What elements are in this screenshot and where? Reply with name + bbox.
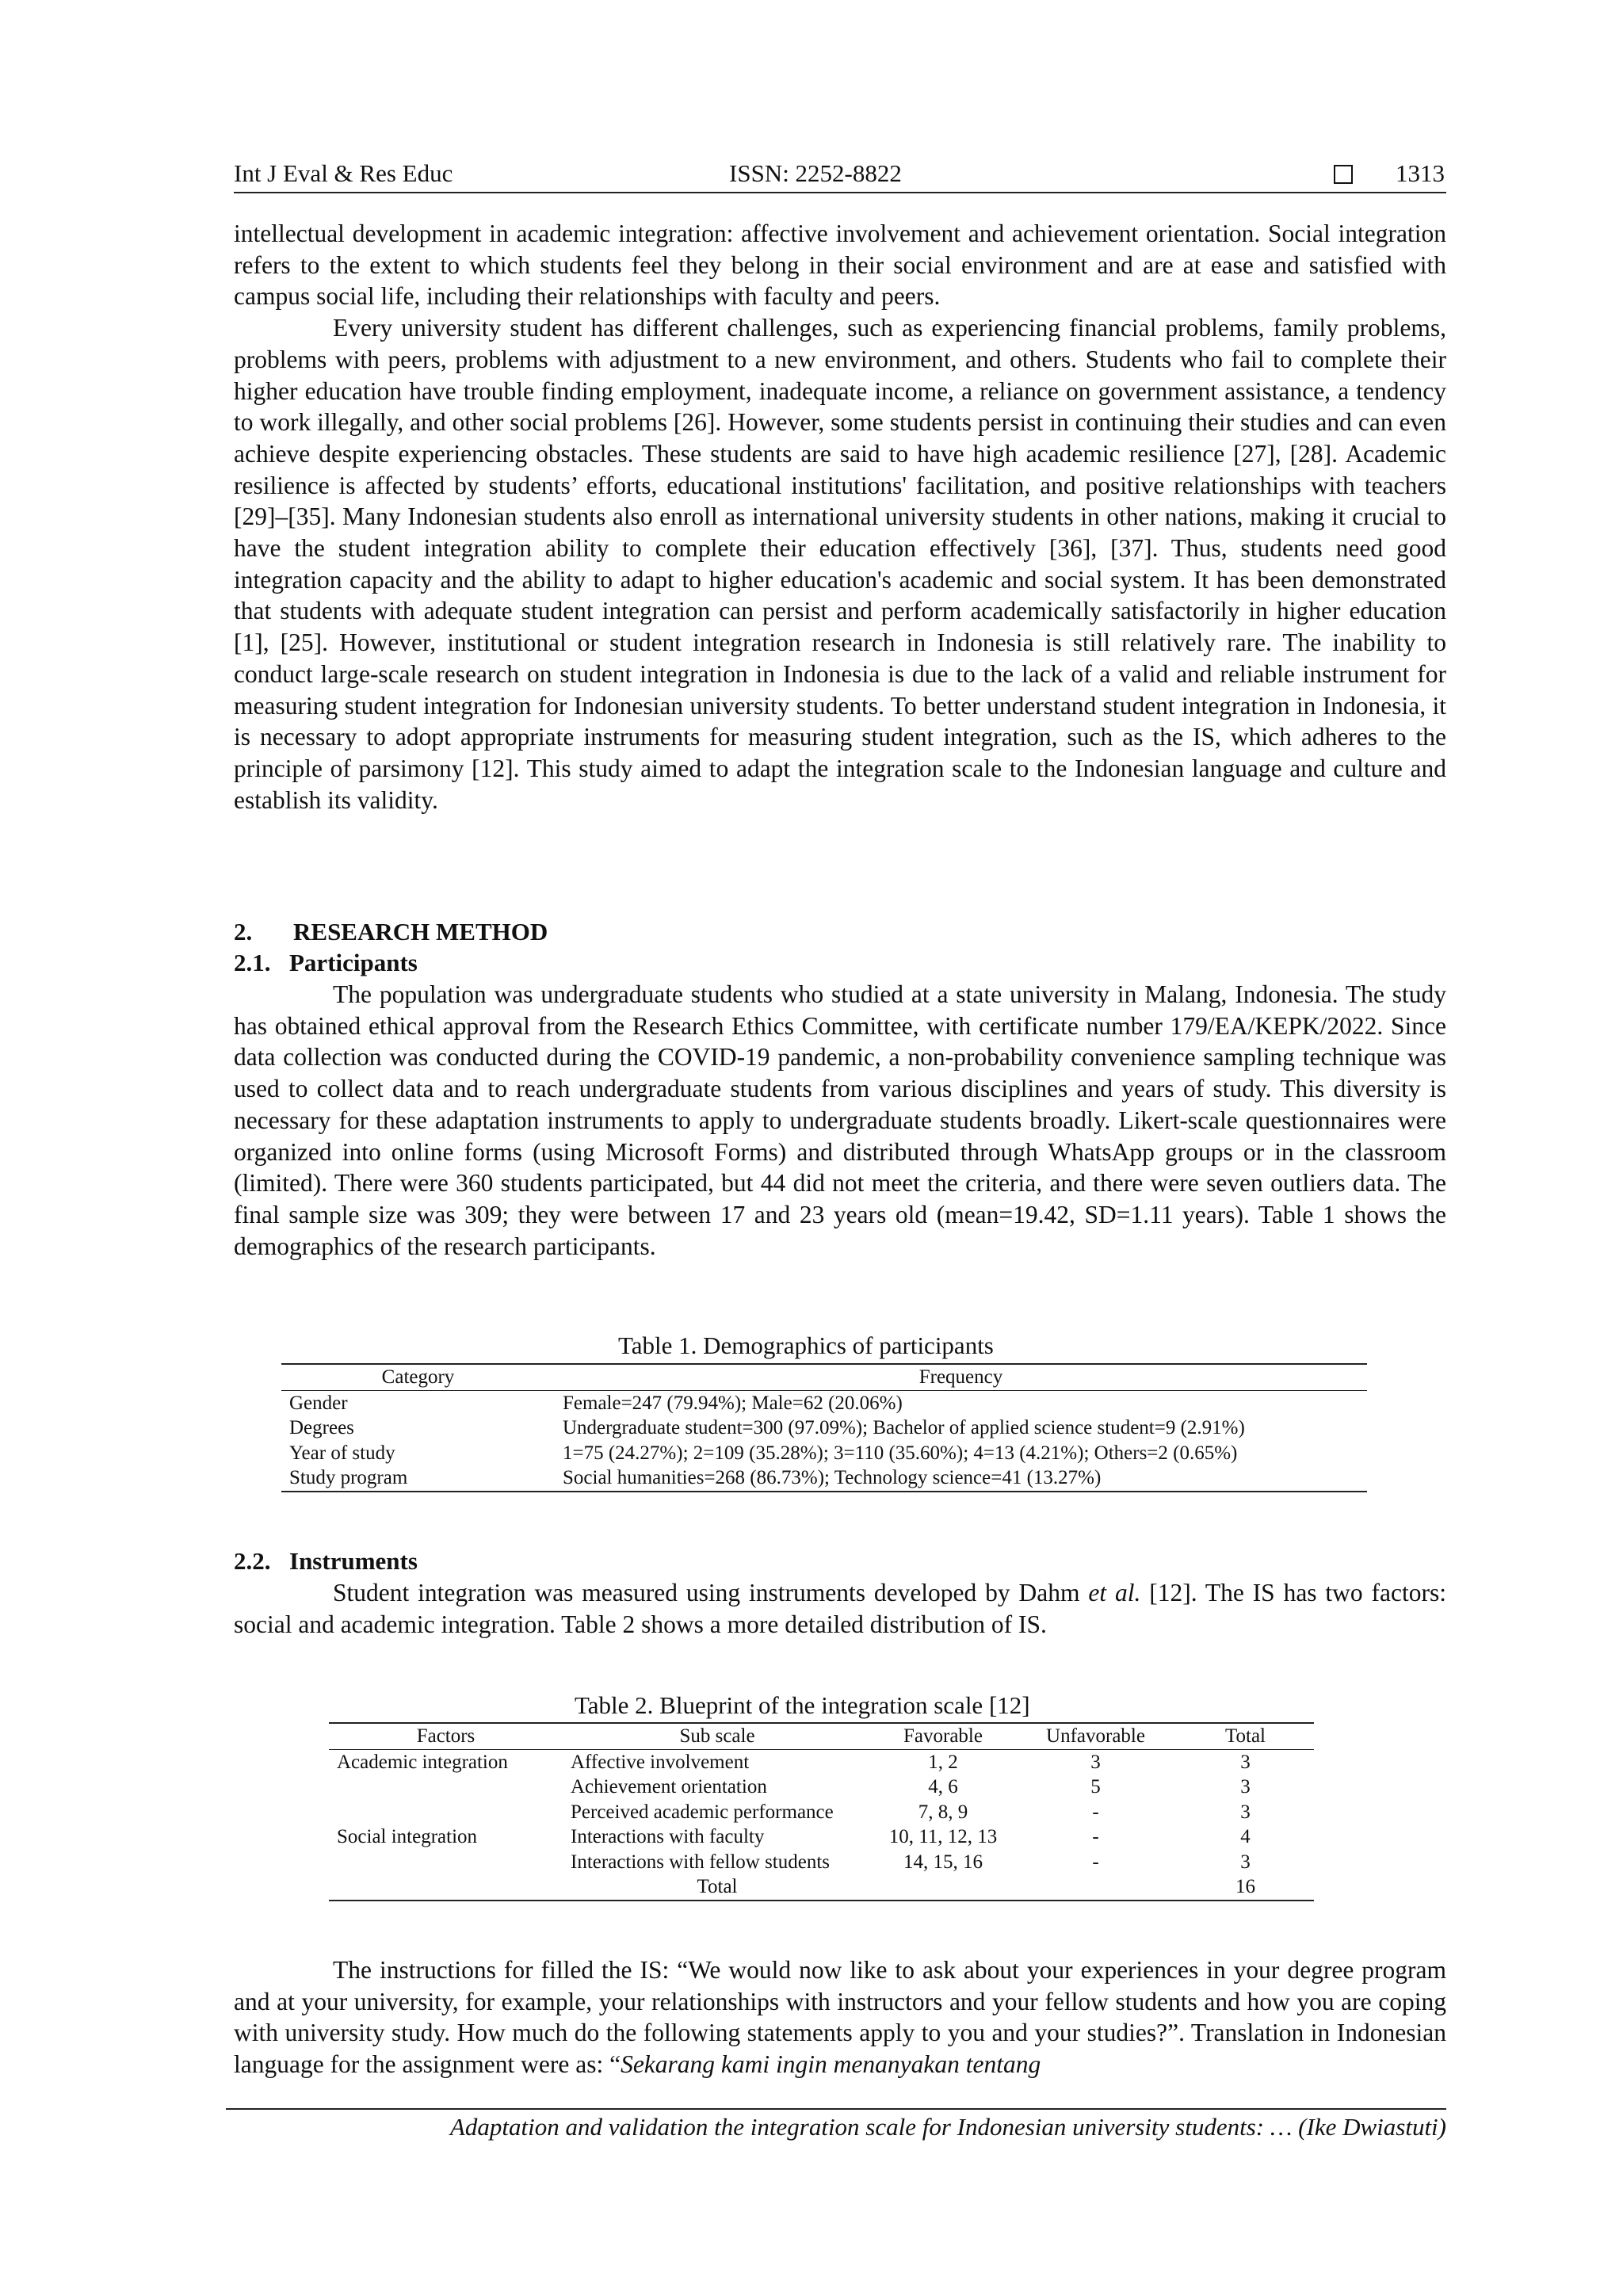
table2-caption: Table 2. Blueprint of the integration scale [12] <box>575 1691 1030 1719</box>
table-row <box>329 1775 1314 1800</box>
subsection-title: Participants <box>289 949 418 976</box>
italic-quote-text: Sekarang kami ingin menanyakan tentang <box>621 2050 1041 2079</box>
paragraph <box>234 1577 1446 1640</box>
table1-cell-frequency: Undergraduate student=300 (97.09%); Bachelor of applied science student=9 (2.91%) <box>563 1417 1245 1438</box>
journal-name: Int J Eval & Res Educ <box>234 159 453 187</box>
table1-cell-frequency: 1=75 (24.27%); 2=109 (35.28%); 3=110 (35.60%); 4=13 (4.21%); Others=2 (0.65%) <box>563 1442 1238 1464</box>
table-row <box>281 1465 1367 1492</box>
table-row <box>329 1749 1314 1775</box>
table2-cell-factor <box>329 1850 563 1875</box>
running-footer: Adaptation and validation the integration scale for Indonesian university students: … (Ike Dwiastuti) <box>449 2113 1446 2141</box>
table2-cell-total: 3 <box>1240 1851 1251 1873</box>
table2-cell-favorable: 7, 8, 9 <box>918 1801 968 1823</box>
table1-cell-category: Degrees <box>289 1417 354 1438</box>
table2 <box>329 1722 1314 1901</box>
table1-cell-category: Year of study <box>289 1442 395 1464</box>
table2-cell-empty <box>872 1874 1014 1901</box>
table2-cell-favorable: 10, 11, 12, 13 <box>888 1826 998 1847</box>
instructions-paragraph <box>234 1954 1446 2080</box>
table2-cell-total: 3 <box>1240 1801 1251 1823</box>
section-heading-research-method <box>234 916 548 948</box>
table-row <box>281 1441 1367 1466</box>
table2-cell-favorable: 1, 2 <box>928 1751 958 1773</box>
table2-header-subscale: Sub scale <box>679 1725 755 1747</box>
table-row <box>329 1850 1314 1875</box>
paragraph-text: [12]. The IS has two factors: social and academic integration. Table 2 shows a more detailed distribution of IS. <box>234 1579 1446 1638</box>
paragraph: The population was undergraduate students who studied at a state university in Malang, Indonesia. The study has obtained ethical approval from the Research Ethics Committee, with certificate number 179/EA/KEPK/2022. Since data collection was conducted during the COVID-19 pandemic, a non-probability convenience sampling technique was used to collect data and to reach undergraduate students from various disciplines and years of study. This diversity is necessary for these adaptation instruments to apply to undergraduate students broadly. Likert-scale questionnaires were organized into online forms (using Microsoft Forms) and distributed through WhatsApp groups or in the classroom (limited). There were 360 students participated, but 44 did not meet the criteria, and there were seven outliers data. The final sample size was 309; they were between 17 and 23 years old (mean=19.42, SD=1.11 years). Table 1 shows the demographics of the research participants. <box>234 980 1446 1260</box>
footer-rule <box>226 2108 1446 2110</box>
table2-cell-favorable: 14, 15, 16 <box>903 1851 983 1873</box>
page-number: 1313 <box>1396 159 1445 187</box>
table2-cell-factor: Academic integration <box>337 1751 508 1773</box>
table2-total-label: Total <box>697 1876 738 1897</box>
table2-cell-unfavorable: 5 <box>1090 1776 1101 1797</box>
table-row <box>329 1800 1314 1825</box>
table2-cell-unfavorable: - <box>1092 1826 1099 1847</box>
table1-caption: Table 1. Demographics of participants <box>618 1331 994 1359</box>
table2-cell-factor <box>329 1775 563 1800</box>
table2-cell-subscale: Perceived academic performance <box>571 1801 834 1823</box>
table2-cell-subscale: Interactions with faculty <box>571 1826 765 1847</box>
table2-header-unfavorable: Unfavorable <box>1046 1725 1145 1747</box>
subsection-heading-instruments <box>234 1545 418 1577</box>
table1-cell-category: Study program <box>289 1467 408 1488</box>
etal-text: et al. <box>1088 1579 1141 1606</box>
paragraph: Every university student has different challenges, such as experiencing financial problems, family problems, problems with peers, problems with adjustment to a new environment, and others. Students who fail to complete their higher education have trouble finding employment, inadequate income, a reliance on government assistance, a tendency to work illegally, and other social problems [26]. However, some students persist in continuing their studies and can even achieve despite experiencing obstacles. These students are said to have high academic resilience [27], [28]. Academic resilience is affected by students’ efforts, educational institutions' facilitation, and positive relationships with teachers [29]–[35]. Many Indonesian students also enroll as international university students in other nations, making it crucial to have the student integration ability to complete their education effectively [36], [37]. Thus, students need good integration capacity and the ability to adapt to higher education's academic and social system. It has been demonstrated that students with adequate student integration can persist and perform academically satisfactorily in higher education [1], [25]. However, institutional or student integration research in Indonesia is still relatively rare. The inability to conduct large-scale research on student integration in Indonesia is due to the lack of a valid and reliable instrument for measuring student integration for Indonesian university students. To better understand student integration in Indonesia, it is necessary to adopt appropriate instruments for measuring student integration, such as the IS, which adheres to the principle of parsimony [12]. This study aimed to adapt the integration scale to the Indonesian language and culture and establish its validity. <box>234 314 1446 814</box>
table-row <box>329 1824 1314 1850</box>
issn: ISSN: 2252-8822 <box>729 159 902 187</box>
table1-header-category: Category <box>381 1366 455 1388</box>
section-title: RESEARCH METHOD <box>293 918 548 946</box>
running-header <box>234 155 1446 193</box>
table2-cell-factor: Social integration <box>337 1826 478 1847</box>
table2-cell-total: 4 <box>1240 1826 1251 1847</box>
section-number: 2. <box>234 918 253 946</box>
paragraph: intellectual development in academic integration: affective involvement and achievement orientation. Social integration refers to the extent to which students feel they belong in their social environment and are at ease and satisfied with campus social life, including their relationships with faculty and peers. <box>234 220 1446 311</box>
table2-cell-unfavorable: - <box>1092 1851 1099 1873</box>
table2-header-favorable: Favorable <box>903 1725 983 1747</box>
table1-cell-frequency: Social humanities=268 (86.73%); Technology science=41 (13.27%) <box>563 1467 1102 1488</box>
paragraph-text: Student integration was measured using instruments developed by Dahm <box>333 1579 1089 1606</box>
subsection-title: Instruments <box>289 1547 418 1575</box>
table2-cell-unfavorable: 3 <box>1090 1751 1101 1773</box>
table2-cell-total: 3 <box>1240 1751 1251 1773</box>
table-row <box>281 1390 1367 1415</box>
intro-paragraphs <box>234 218 1446 816</box>
table2-header-factors: Factors <box>416 1725 475 1747</box>
table2-cell-subscale: Interactions with fellow students <box>571 1851 831 1873</box>
table2-cell-subscale: Affective involvement <box>571 1751 750 1773</box>
table2-cell-subscale: Achievement orientation <box>571 1776 767 1797</box>
table2-cell-favorable: 4, 6 <box>928 1776 958 1797</box>
table-row <box>281 1415 1367 1441</box>
table1 <box>281 1363 1367 1492</box>
table2-cell-empty <box>329 1874 563 1901</box>
subsection-number: 2.2. <box>234 1547 271 1575</box>
table2-cell-empty <box>1014 1874 1177 1901</box>
table2-header-total: Total <box>1224 1725 1266 1747</box>
paragraph <box>234 1954 1446 2080</box>
subsection-heading-participants <box>234 947 418 979</box>
participants-paragraph <box>234 979 1446 1262</box>
square-bullet-icon <box>1334 165 1353 184</box>
table1-header-frequency: Frequency <box>918 1366 1003 1388</box>
subsection-number: 2.1. <box>234 949 271 976</box>
table2-cell-factor <box>329 1800 563 1825</box>
table1-cell-frequency: Female=247 (79.94%); Male=62 (20.06%) <box>563 1392 903 1414</box>
paragraph-text: The instructions for filled the IS: “We would now like to ask about your experiences in your degree program and at your university, for example, your relationships with instructors and your fellow students and how you are coping with university study. How much do the following statements apply to you and your studies?”. Translation in Indonesian language for the assignment were as: “ <box>234 1956 1446 2079</box>
table2-cell-unfavorable: - <box>1092 1801 1099 1823</box>
instruments-paragraph <box>234 1577 1446 1640</box>
table1-cell-category: Gender <box>289 1392 348 1414</box>
table-row-total <box>329 1874 1314 1901</box>
table2-cell-total: 3 <box>1240 1776 1251 1797</box>
table2-total-value: 16 <box>1235 1876 1255 1897</box>
